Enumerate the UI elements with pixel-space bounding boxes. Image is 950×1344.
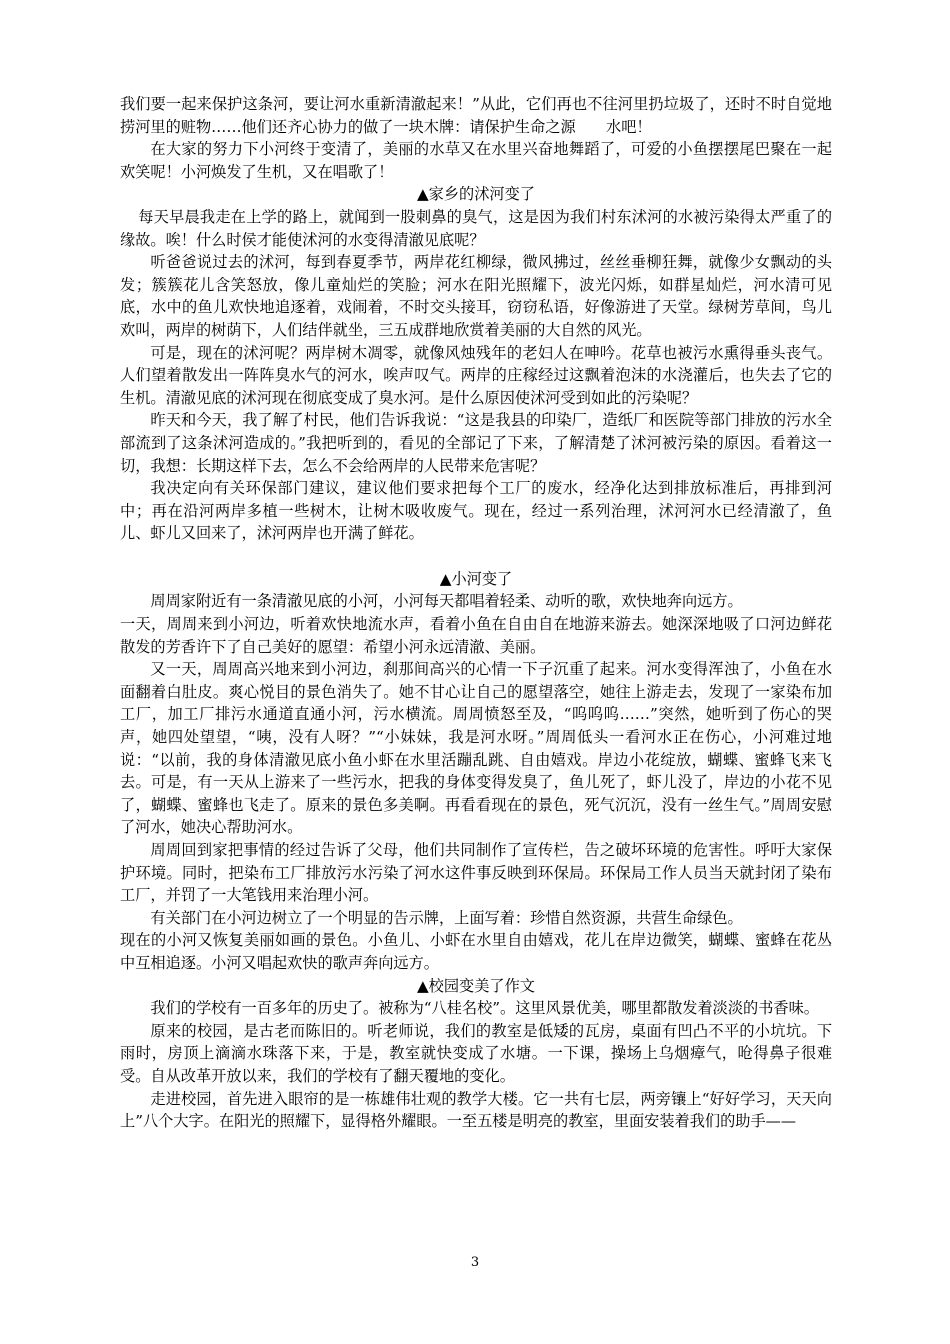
paragraph: 我决定向有关环保部门建议，建议他们要求把每个工厂的废水，经净化达到排放标准后，再排到河中；再在沿河两岸多植一些树木，让树木吸收废气。现在，经过一系列治理，沭河河水已经清澈了，鱼儿、虾儿又回来了，沭河两岸也开满了鲜花。 bbox=[120, 479, 832, 543]
page-number: 3 bbox=[470, 1255, 480, 1270]
paragraph: 有关部门在小河边树立了一个明显的告示牌，上面写着：珍惜自然资源，共营生命绿色。 bbox=[150, 908, 743, 927]
paragraph: 听爸爸说过去的沭河，每到春夏季节，两岸花红柳绿，微风拂过，丝丝垂柳狂舞，就像少女飘动的头发；簇簇花儿含笑怒放，像儿童灿烂的笑脸；河水在阳光照耀下，波光闪烁，如群星灿烂，河水清可见底，水中的鱼儿欢快地追逐着，戏闹着，不时交头接耳，窃窃私语，好像游进了天堂。绿树芳草间，鸟儿欢叫，两岸的树荫下，人们结伴就坐，三五成群地欣赏着美丽的大自然的风光。 bbox=[120, 253, 832, 339]
paragraph: 我们的学校有一百多年的历史了。被称为“八桂名校”。这里风景优美，哪里都散发着淡淡的书香味。 bbox=[150, 999, 819, 1018]
paragraph: 周周回到家把事情的经过告诉了父母，他们共同制作了宣传栏，告之破坏环境的危害性。呼吁大家保护环境。同时，把染布工厂排放污水污染了河水这件事反映到环保局。环保局工作人员当天就封闭了染布工厂，并罚了一大笔钱用来治理小河。 bbox=[120, 841, 832, 905]
paragraph: 我们要一起来保护这条河，要让河水重新清澈起来！”从此，它们再也不往河里扔垃圾了，还时不时自觉地捞河里的赃物……他们还齐心协力的做了一块木牌：请保护生命之源 水吧！ bbox=[120, 95, 832, 136]
paragraph: 在大家的努力下小河终于变清了，美丽的水草又在水里兴奋地舞蹈了，可爱的小鱼摆摆尾巴聚在一起欢笑呢！小河焕发了生机，又在唱歌了！ bbox=[120, 140, 832, 181]
paragraph: 昨天和今天，我了解了村民，他们告诉我说：“这是我县的印染厂，造纸厂和医院等部门排放的污水全部流到了这条沭河造成的。”我把听到的，看见的全部记了下来，了解清楚了沭河被污染的原因。看着这一切，我想：长期这样下去，怎么不会给两岸的人民带来危害呢？ bbox=[120, 411, 832, 475]
blank-line bbox=[120, 545, 832, 568]
paragraph: 每天早晨我走在上学的路上，就闻到一股刺鼻的臭气，这是因为我们村东沭河的水被污染得太严重了的缘故。唉！什么时侯才能使沭河的水变得清澈见底呢？ bbox=[120, 207, 832, 249]
paragraph: 又一天，周周高兴地来到小河边，刹那间高兴的心情一下子沉重了起来。河水变得浑浊了，小鱼在水面翻着白肚皮。爽心悦目的景色消失了。她不甘心让自己的愿望落空，她往上游走去，发现了一家染布加工厂，加工厂排污水通道直通小河，污水横流。周周愤怒至及，“呜呜呜……”突然，她听到了伤心的哭声，她四处望望，“咦，没有人呀？”“小妹妹，我是河水呀。”周周低头一看河水正在伤心，小河难过地说：“以前，我的身体清澈见底小鱼小虾在水里活蹦乱跳、自由嬉戏。岸边小花绽放，蝴蝶、蜜蜂飞来飞去。可是，有一天从上游来了一些污水，把我的身体变得发臭了，鱼儿死了，虾儿没了，岸边的小花不见了，蝴蝶、蜜蜂也飞走了。原来的景色多美啊。再看看现在的景色，死气沉沉，没有一丝生气。”周周安慰了河水，她决心帮助河水。 bbox=[120, 660, 832, 837]
paragraph: 走进校园，首先进入眼帘的是一栋雄伟壮观的教学大楼。它一共有七层，两旁镶上“好好学习，天天向上”八个大字。在阳光的照耀下，显得格外耀眼。一至五楼是明亮的教室，里面安装着我们的助手—— bbox=[120, 1089, 832, 1131]
paragraph: 可是，现在的沭河呢？两岸树木凋零，就像风烛残年的老妇人在呻吟。花草也被污水熏得垂头丧气。人们望着散发出一阵阵臭水气的河水，唉声叹气。两岸的庄稼经过这飘着泡沫的水浇灌后，也失去了它的生机。清澈见底的沭河现在彻底变成了臭水河。是什么原因使沭河受到如此的污染呢？ bbox=[120, 343, 832, 407]
section-title: ▲校园变美了作文 bbox=[417, 976, 535, 995]
paragraph: 现在的小河又恢复美丽如画的景色。小鱼儿、小虾在水里自由嬉戏，花儿在岸边微笑，蝴蝶、蜜蜂在花丛中互相追逐。小河又唱起欢快的歌声奔向远方。 bbox=[120, 931, 832, 972]
document-body bbox=[120, 93, 832, 1133]
paragraph: 原来的校园，是古老而陈旧的。听老师说，我们的教室是低矮的瓦房，桌面有凹凸不平的小坑坑。下雨时，房顶上滴滴水珠落下来，于是，教室就快变成了水塘。一下课，操场上乌烟瘴气，呛得鼻子很难受。自从改革开放以来，我们的学校有了翻天覆地的变化。 bbox=[120, 1021, 832, 1085]
section-title: ▲家乡的沭河变了 bbox=[417, 185, 535, 204]
paragraph: 一天，周周来到小河边，听着欢快地流水声，看着小鱼在自由自在地游来游去。她深深地吸了口河边鲜花散发的芳香许下了自己美好的愿望：希望小河永远清澈、美丽。 bbox=[120, 615, 832, 656]
section-title: ▲小河变了 bbox=[439, 569, 513, 588]
paragraph: 周周家附近有一条清澈见底的小河，小河每天都唱着轻柔、动听的歌，欢快地奔向远方。 bbox=[150, 592, 743, 611]
